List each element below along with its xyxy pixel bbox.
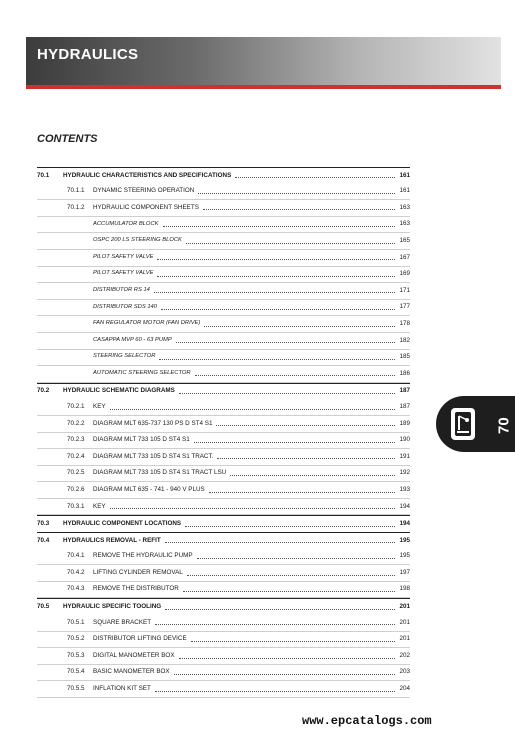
toc-leader-dots	[179, 658, 396, 659]
toc-page-number: 177	[399, 303, 410, 311]
toc-page-number: 182	[399, 336, 410, 344]
toc-page-number: 187	[399, 387, 410, 395]
toc-page-number: 201	[399, 618, 410, 626]
toc-leader-dots	[176, 342, 396, 343]
toc-page-number: 165	[399, 237, 410, 245]
contents-heading: CONTENTS	[37, 133, 98, 145]
toc-section-number: 70.5	[37, 603, 50, 611]
toc-leader-dots	[194, 442, 396, 443]
toc-row[interactable]	[37, 582, 410, 599]
toc-leader-dots	[157, 276, 395, 277]
toc-leader-dots	[163, 226, 396, 227]
toc-page-number: 201	[399, 635, 410, 643]
section-number: 70	[495, 417, 513, 435]
toc-leader-dots	[183, 591, 396, 592]
toc-entry-title: HYDRAULICS REMOVAL - REFIT	[63, 536, 161, 544]
toc-entry-title: REMOVE THE HYDRAULIC PUMP	[93, 552, 193, 560]
toc-section-number: 70.3	[37, 520, 50, 528]
toc-entry-title: FAN REGULATOR MOTOR (FAN DRIVE)	[93, 320, 201, 327]
toc-leader-dots	[157, 259, 395, 260]
toc-leader-dots	[155, 624, 395, 625]
toc-entry-title: PILOT SAFETY VALVE	[93, 253, 154, 260]
toc-entry-title: AUTOMATIC STEERING SELECTOR	[93, 370, 191, 377]
toc-row[interactable]	[37, 681, 410, 698]
toc-entry-title: DISTRIBUTOR LIFTING DEVICE	[93, 635, 187, 643]
toc-entry-title: PILOT SAFETY VALVE	[93, 270, 154, 277]
toc-page-number: 186	[399, 369, 410, 377]
toc-entry-title: LIFTING CYLINDER REMOVAL	[93, 568, 183, 576]
toc-leader-dots	[110, 508, 396, 509]
toc-leader-dots	[161, 309, 395, 310]
toc-row[interactable]	[37, 366, 410, 383]
toc-page-number: 163	[399, 203, 410, 211]
toc-leader-dots	[197, 558, 396, 559]
toc-leader-dots	[154, 292, 396, 293]
toc-row[interactable]	[37, 200, 410, 217]
toc-section-number: 70.2.2	[67, 419, 85, 427]
toc-section-number: 70.1	[37, 171, 50, 179]
toc-row[interactable]	[37, 449, 410, 466]
toc-leader-dots	[187, 575, 396, 576]
toc-row[interactable]	[37, 648, 410, 665]
toc-page-number: 187	[399, 402, 410, 410]
toc-row[interactable]	[37, 399, 410, 416]
toc-page-number: 203	[399, 668, 410, 676]
toc-row[interactable]	[37, 416, 410, 433]
toc-entry-title: HYDRAULIC SPECIFIC TOOLING	[63, 603, 162, 611]
toc-entry-title: DIAGRAM MLT 733 105 D ST4 S1 TRACT LSU	[93, 469, 227, 477]
toc-section-number: 70.3.1	[67, 502, 85, 510]
toc-row[interactable]	[37, 433, 410, 450]
toc-row[interactable]	[37, 515, 410, 532]
toc-section-number: 70.2	[37, 387, 50, 395]
toc-page-number: 167	[399, 253, 410, 261]
toc-entry-title: HYDRAULIC COMPONENT SHEETS	[93, 203, 199, 211]
toc-leader-dots	[155, 691, 396, 692]
toc-leader-dots	[186, 243, 396, 244]
toc-page-number: 192	[399, 469, 410, 477]
toc-row[interactable]	[37, 267, 410, 284]
toc-page-number: 193	[399, 485, 410, 493]
page-title: HYDRAULICS	[37, 46, 139, 63]
toc-row[interactable]	[37, 499, 410, 516]
toc-entry-title: KEY	[93, 402, 106, 410]
toc-row[interactable]	[37, 482, 410, 499]
toc-leader-dots	[174, 674, 396, 675]
toc-page-number: 198	[399, 585, 410, 593]
toc-row[interactable]	[37, 250, 410, 267]
toc-entry-title: ACCUMULATOR BLOCK	[93, 220, 159, 227]
toc-entry-title: CASAPPA MVP 60 - 63 PUMP	[93, 336, 172, 343]
toc-page-number: 194	[399, 520, 410, 528]
toc-page-number: 190	[399, 436, 410, 444]
toc-entry-title: DISTRIBUTOR RS 14	[93, 287, 150, 294]
toc-entry-title: DISTRIBUTOR SDS 140	[93, 303, 157, 310]
toc-page-number: 202	[399, 651, 410, 659]
toc-leader-dots	[204, 326, 395, 327]
toc-entry-title: INFLATION KIT SET	[93, 685, 151, 693]
toc-leader-dots	[217, 458, 395, 459]
toc-section-number: 70.4.1	[67, 552, 85, 560]
toc-leader-dots	[165, 609, 395, 610]
toc-page-number: 189	[399, 419, 410, 427]
toc-row[interactable]	[37, 167, 410, 184]
toc-leader-dots	[216, 425, 395, 426]
toc-page-number: 178	[399, 319, 410, 327]
toc-page-number: 185	[399, 353, 410, 361]
toc-entry-title: HYDRAULIC CHARACTERISTICS AND SPECIFICATIONS	[63, 171, 232, 179]
toc-row[interactable]	[37, 316, 410, 333]
toc-row[interactable]	[37, 532, 410, 549]
toc-row[interactable]	[37, 333, 410, 350]
toc-entry-title: DIAGRAM MLT 635 - 741 - 940 V PLUS	[93, 485, 205, 493]
toc-page-number: 201	[399, 603, 410, 611]
toc-leader-dots	[195, 375, 396, 376]
toc-row[interactable]	[37, 665, 410, 682]
toc-page-number: 197	[399, 568, 410, 576]
toc-section-number: 70.2.6	[67, 485, 85, 493]
toc-entry-title: HYDRAULIC SCHEMATIC DIAGRAMS	[63, 387, 175, 395]
toc-row[interactable]	[37, 549, 410, 566]
toc-row[interactable]	[37, 300, 410, 317]
toc-section-number: 70.5.2	[67, 635, 85, 643]
toc-entry-title: REMOVE THE DISTRIBUTOR	[93, 585, 179, 593]
toc-section-number: 70.2.5	[67, 469, 85, 477]
toc-leader-dots	[230, 475, 395, 476]
toc-page-number: 169	[399, 270, 410, 278]
toc-row[interactable]	[37, 632, 410, 649]
toc-section-number: 70.5.3	[67, 651, 85, 659]
toc-row[interactable]	[37, 598, 410, 615]
toc-row[interactable]	[37, 565, 410, 582]
toc-row[interactable]	[37, 184, 410, 201]
toc-row[interactable]	[37, 283, 410, 300]
table-of-contents	[37, 167, 410, 698]
toc-leader-dots	[198, 193, 395, 194]
toc-page-number: 171	[399, 286, 410, 294]
toc-entry-title: DIGITAL MANOMETER BOX	[93, 651, 175, 659]
toc-page-number: 194	[399, 502, 410, 510]
toc-entry-title: OSPC 200 LS STEERING BLOCK	[93, 237, 182, 244]
toc-row[interactable]	[37, 466, 410, 483]
toc-page-number: 161	[399, 187, 410, 195]
toc-section-number: 70.4	[37, 536, 50, 544]
header-red-line	[26, 85, 501, 89]
toc-page-number: 163	[399, 220, 410, 228]
toc-leader-dots	[165, 542, 396, 543]
toc-leader-dots	[203, 209, 396, 210]
hydraulic-cylinder-icon	[447, 404, 479, 444]
footer-url[interactable]: www.epcatalogs.com	[302, 714, 432, 728]
toc-leader-dots	[179, 393, 396, 394]
toc-row[interactable]	[37, 217, 410, 234]
toc-leader-dots	[185, 526, 395, 527]
toc-leader-dots	[209, 492, 396, 493]
toc-entry-title: DYNAMIC STEERING OPERATION	[93, 187, 195, 195]
toc-section-number: 70.5.5	[67, 685, 85, 693]
toc-leader-dots	[110, 409, 396, 410]
toc-leader-dots	[159, 359, 395, 360]
toc-section-number: 70.1.2	[67, 203, 85, 211]
toc-section-number: 70.2.1	[67, 402, 85, 410]
toc-entry-title: DIAGRAM MLT 733 105 D ST4 S1	[93, 436, 190, 444]
toc-row[interactable]	[37, 233, 410, 250]
toc-leader-dots	[235, 177, 395, 178]
toc-page-number: 161	[399, 171, 410, 179]
toc-section-number: 70.2.3	[67, 436, 85, 444]
toc-section-number: 70.4.2	[67, 568, 85, 576]
toc-section-number: 70.4.3	[67, 585, 85, 593]
toc-page-number: 191	[399, 452, 410, 460]
toc-entry-title: BASIC MANOMETER BOX	[93, 668, 170, 676]
toc-entry-title: HYDRAULIC COMPONENT LOCATIONS	[63, 520, 182, 528]
toc-entry-title: DIAGRAM MLT 635-737 130 PS D ST4 S1	[93, 419, 213, 427]
toc-section-number: 70.5.4	[67, 668, 85, 676]
toc-page-number: 204	[399, 685, 410, 693]
toc-section-number: 70.2.4	[67, 452, 85, 460]
toc-row[interactable]	[37, 350, 410, 367]
toc-entry-title: DIAGRAM MLT 733 105 D ST4 S1 TRACT.	[93, 452, 214, 460]
toc-entry-title: SQUARE BRACKET	[93, 618, 152, 626]
toc-entry-title: STEERING SELECTOR	[93, 353, 156, 360]
toc-section-number: 70.1.1	[67, 187, 85, 195]
toc-page-number: 195	[399, 536, 410, 544]
toc-page-number: 195	[399, 552, 410, 560]
toc-row[interactable]	[37, 615, 410, 632]
toc-row[interactable]	[37, 383, 410, 400]
toc-section-number: 70.5.1	[67, 618, 85, 626]
toc-leader-dots	[191, 641, 396, 642]
toc-entry-title: KEY	[93, 502, 106, 510]
